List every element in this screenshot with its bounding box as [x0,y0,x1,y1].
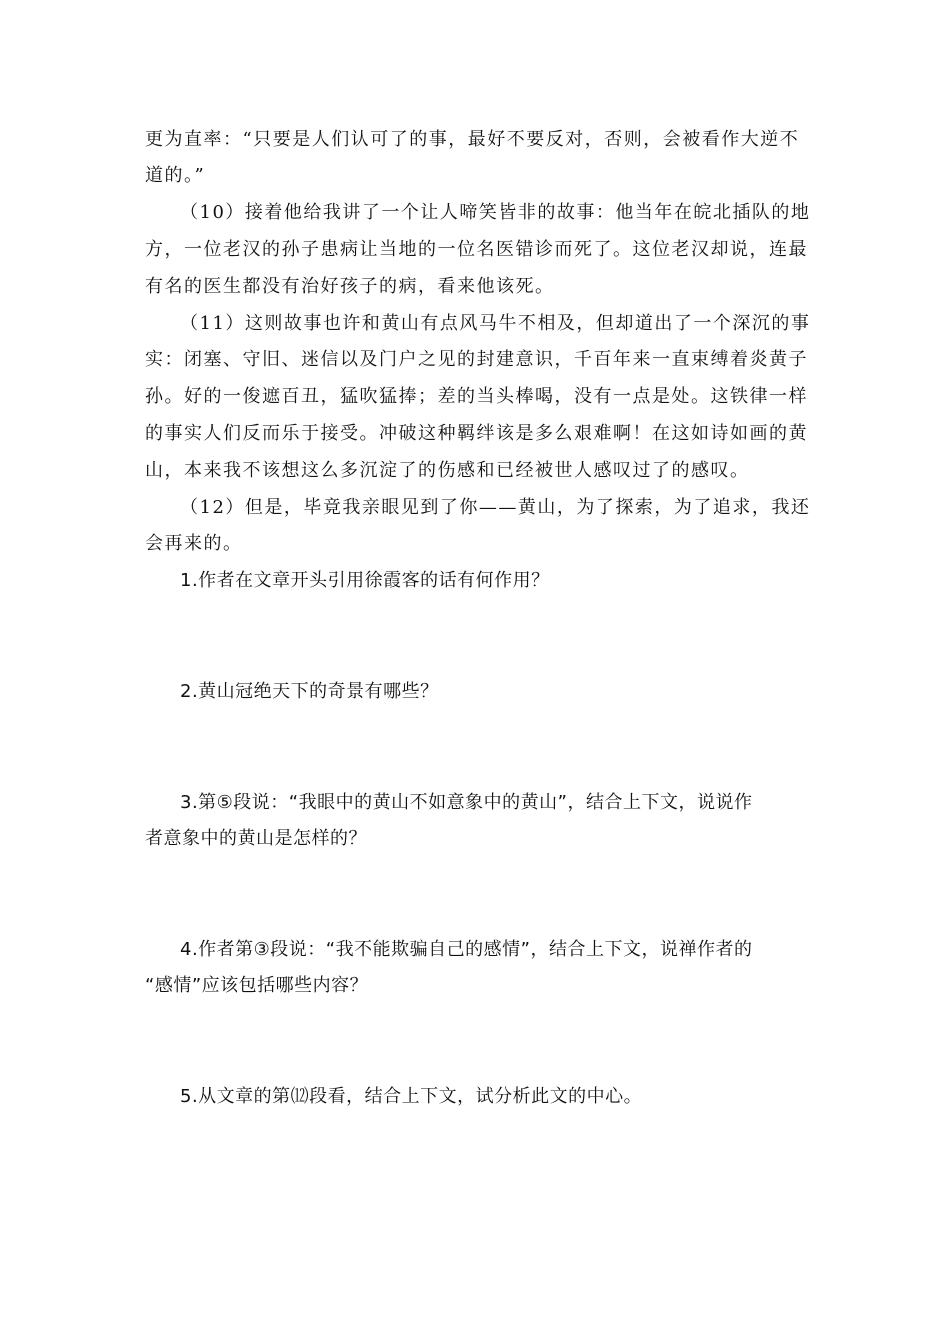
question-2: 2.黄山冠绝天下的奇景有哪些？ [180,681,439,702]
passage-line: 有名的医生都没有治好孩子的病，看来他该死。 [145,276,555,297]
passage-line: 会再来的。 [145,533,243,554]
passage-line: 实：闭塞、守旧、迷信以及门户之见的封建意识，千百年来一直束缚着炎黄子 [145,349,808,370]
question-5: 5.从文章的第⑿段看，结合上下文，试分析此文的中心。 [180,1086,643,1107]
passage-line: 道的。” [145,165,206,186]
passage-line: 更为直率：“只要是人们认可了的事，最好不要反对，否则，会被看作大逆不 [145,129,800,150]
passage-line: 孙。好的一俊遮百丑，猛吹猛捧；差的当头棒喝，没有一点是处。这铁律一样 [145,386,808,407]
question-4-line-1: 4.作者第③段说：“我不能欺骗自己的感情”，结合上下文，说禅作者的 [180,939,753,960]
passage-line: 方，一位老汉的孙子患病让当地的一位名医错诊而死了。这位老汉却说，连最 [145,239,808,260]
question-4-line-2: “感情”应该包括哪些内容？ [145,975,369,996]
passage-line: 的事实人们反而乐于接受。冲破这种羁绊该是多么艰难啊！在这如诗如画的黄 [145,423,808,444]
question-3-line-2: 者意象中的黄山是怎样的？ [145,828,367,849]
question-3-line-1: 3.第⑤段说：“我眼中的黄山不如意象中的黄山”，结合上下文，说说作 [180,792,753,813]
passage-line: 山，本来我不该想这么多沉淀了的伤感和已经被世人感叹过了的感叹。 [145,460,750,481]
paragraph-10-start: （10）接着他给我讲了一个让人啼笑皆非的故事：他当年在皖北插队的地 [180,202,811,223]
paragraph-12-start: （12）但是，毕竟我亲眼见到了你——黄山，为了探索，为了追求，我还 [180,497,811,518]
paragraph-11-start: （11）这则故事也许和黄山有点风马牛不相及，但却道出了一个深沉的事 [180,313,811,334]
question-1: 1.作者在文章开头引用徐霞客的话有何作用？ [180,570,550,591]
